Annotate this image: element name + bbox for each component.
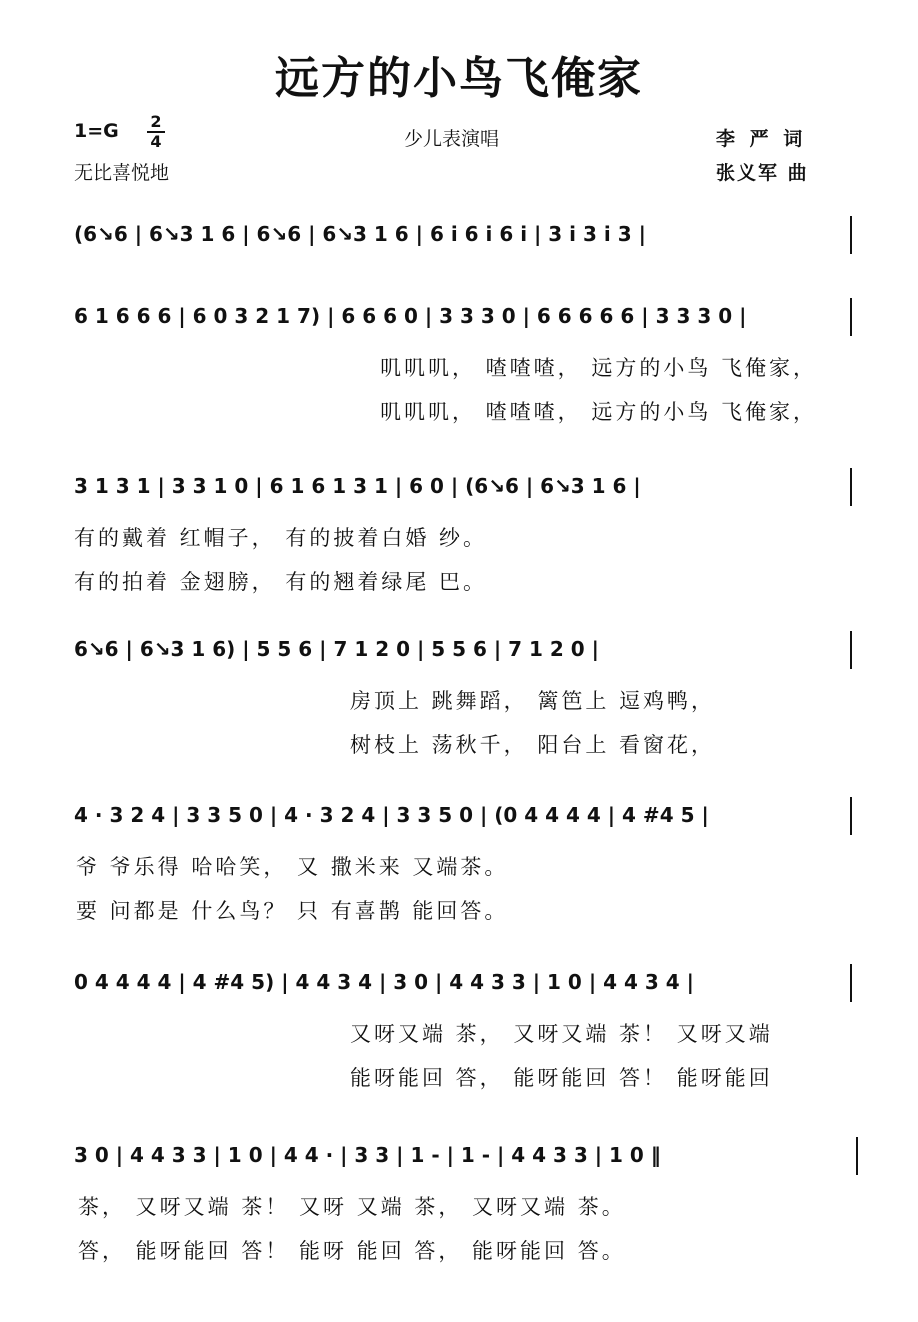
bar-line [850, 797, 852, 835]
bar-line [850, 468, 852, 506]
notation-row: 3 1 3 1 | 3 3 1 0 | 6 1 6 1 3 1 | 6 0 | (6↘6 | 6↘3 1 6 | [74, 474, 641, 498]
bar-line [856, 1137, 858, 1175]
lyric-line: 房顶上 跳舞蹈， 篱笆上 逗鸡鸭， [350, 689, 716, 713]
page-title: 远方的小鸟飞俺家 [275, 53, 643, 104]
lyric-line: 叽叽叽， 喳喳喳， 远方的小鸟 飞俺家， [380, 400, 818, 424]
notation-row: 6↘6 | 6↘3 1 6) | 5 5 6 | 7 1 2 0 | 5 5 6 | 7 1 2 0 | [74, 637, 599, 661]
bar-line [850, 298, 852, 336]
tempo-marking: 无比喜悦地 [74, 162, 170, 184]
notation-row: 4 · 3 2 4 | 3 3 5 0 | 4 · 3 2 4 | 3 3 5 0 | (0 4 4 4 4 | 4 #4 5 | [74, 803, 709, 827]
lyric-line: 答， 能呀能回 答！ 能呀 能回 答， 能呀能回 答。 [78, 1239, 626, 1263]
time-signature-top: 2 [150, 112, 162, 131]
lyric-line: 又呀又端 茶， 又呀又端 茶！ 又呀又端 [350, 1022, 773, 1046]
lyric-line: 有的戴着 红帽子， 有的披着白婚 纱。 [74, 526, 488, 550]
notation-row: 0 4 4 4 4 | 4 #4 5) | 4 4 3 4 | 3 0 | 4 4 3 3 | 1 0 | 4 4 3 4 | [74, 970, 694, 994]
lyric-line: 爷 爷乐得 哈哈笑， 又 撒米来 又端茶。 [76, 855, 509, 879]
time-signature [147, 114, 165, 150]
lyric-line: 树枝上 荡秋千， 阳台上 看窗花， [350, 733, 716, 757]
composer: 张义军 曲 [716, 162, 809, 184]
notation-row: 3 0 | 4 4 3 3 | 1 0 | 4 4 · | 3 3 | 1 - | 1 - | 4 4 3 3 | 1 0 ‖ [74, 1143, 661, 1167]
lyric-line: 茶， 又呀又端 茶！ 又呀 又端 茶， 又呀又端 茶。 [78, 1195, 626, 1219]
lyricist: 李 严 词 [716, 128, 807, 150]
lyric-line: 叽叽叽， 喳喳喳， 远方的小鸟 飞俺家， [380, 356, 818, 380]
key-signature: 1=G [74, 120, 119, 142]
lyric-line: 要 问都是 什么鸟？ 只 有喜鹊 能回答。 [76, 899, 509, 923]
lyric-line: 有的拍着 金翅膀， 有的翘着绿尾 巴。 [74, 570, 488, 594]
lyric-line: 能呀能回 答， 能呀能回 答！ 能呀能回 [350, 1066, 773, 1090]
notation-row: (6↘6 | 6↘3 1 6 | 6↘6 | 6↘3 1 6 | 6 i 6 i 6 i | 3 i 3 i 3 | [74, 222, 646, 246]
performer: 少儿表演唱 [404, 128, 500, 150]
bar-line [850, 631, 852, 669]
notation-row: 6 1 6 6 6 | 6 0 3 2 1 7) | 6 6 6 0 | 3 3 3 0 | 6 6 6 6 6 | 3 3 3 0 | [74, 304, 747, 328]
time-signature-bottom: 4 [150, 132, 162, 151]
bar-line [850, 964, 852, 1002]
bar-line [850, 216, 852, 254]
